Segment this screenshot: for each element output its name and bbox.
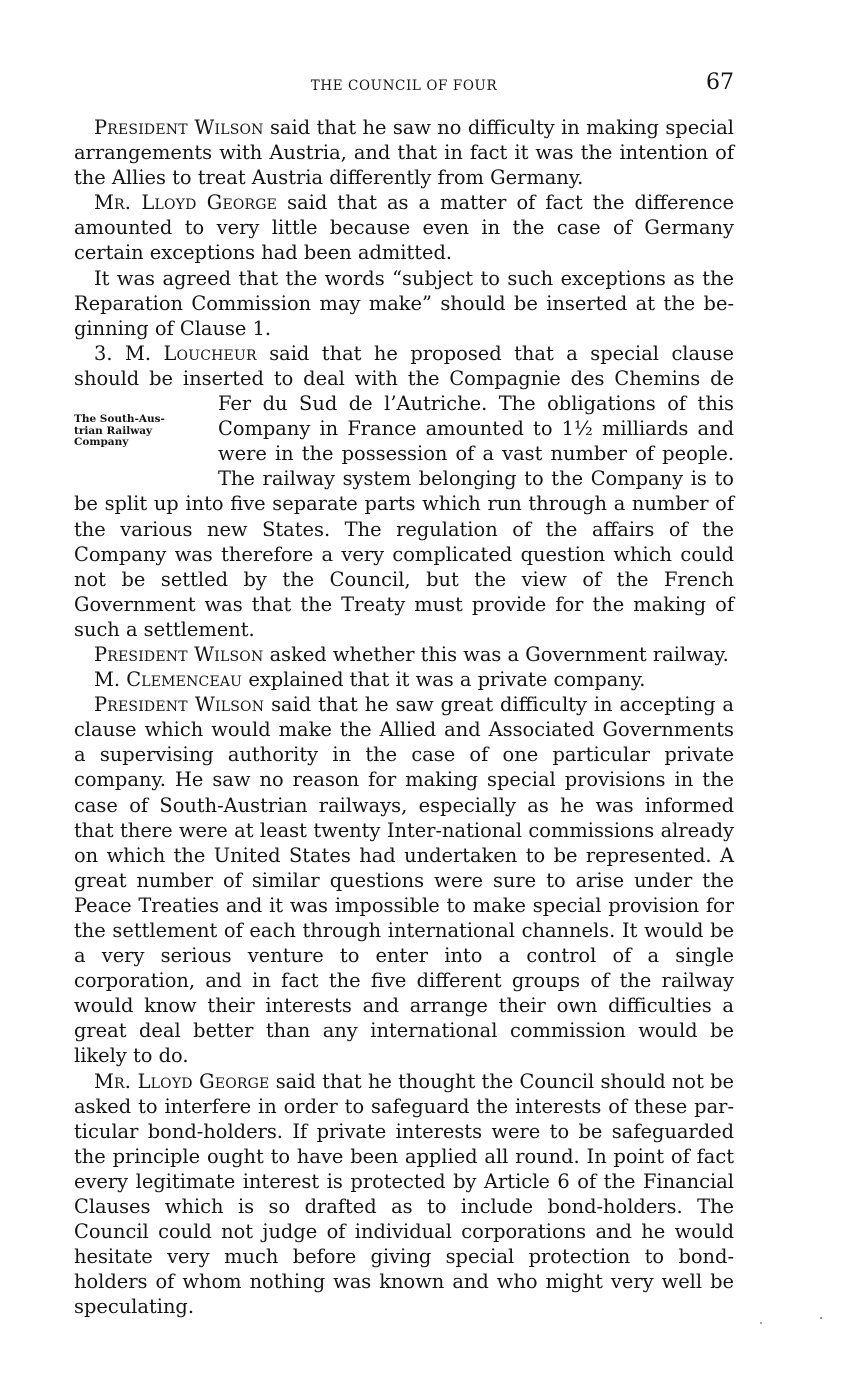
speaker-name: Loucheur — [163, 341, 257, 365]
paragraph — [74, 692, 734, 1068]
paragraph — [74, 266, 734, 341]
speaker-name: Clemenceau — [126, 668, 243, 692]
page-number: 67 — [706, 70, 734, 95]
margin-note-line: The South-Aus- — [74, 413, 165, 425]
speaker-name: Mr. Lloyd George — [94, 1069, 270, 1093]
running-title: THE COUNCIL OF FOUR — [310, 78, 498, 94]
paragraph-text: said that he saw great difficulty in accepting a clause which would make the Allied and Associated Governments a supervising authority in the case of one particular private company. He saw no reason for making special provisions in the case of South-Austrian railways, especially as he was informed that there were at least twenty Inter-national commissions already on which the United States had undertaken to be represented. A great number of similar questions were sure to arise under the Peace Treaties and it was impossible to make special provision for the settlement of each through international channels. It would be a very serious venture to enter into a control of a single corporation, and in fact the five different groups of the railway would know their interests and arrange their own difficulties a great deal better than any international commission would be likely to do. — [74, 693, 734, 1068]
speaker-name: President Wilson — [94, 116, 264, 139]
paragraph-text: asked whether this was a Government railway. — [263, 642, 729, 666]
paragraph-text: It was agreed that the words “subject to such exceptions as the Reparation Commission may make” should be inserted at the beginning of Clause 1. — [74, 266, 734, 340]
paragraph — [74, 115, 734, 190]
paragraph-text: said that as a matter of fact the difference amounted to very little because even in the case of Germany certain exceptions had been admitted. — [74, 191, 734, 265]
print-speck — [820, 1317, 822, 1319]
margin-note-line: trian Railway — [74, 424, 153, 437]
paragraph-text: said that he proposed that a special clause should be inserted to deal with the Compagnie des Chemins de Fer du Sud — [74, 341, 734, 416]
paragraph-text: explained that it was a private company. — [242, 668, 646, 692]
paragraph — [74, 190, 734, 265]
paragraph — [74, 1069, 734, 1320]
paragraph-text: said that he saw no difficulty in making special arrangements with Austria, and that in fact it was the intention of the Allies to treat Austria differently from Germany. — [74, 116, 734, 190]
paragraph-text: de l’Autriche. The obligations of this Company in France amounted to 1½ milliards and were in the possession of a vast number of people. The railway system belonging to the Company is to be split up into five separate parts which run through a number of the various new States. The regulation of the affairs of the Company was therefore a very complicated question which could not be settled by the Council, but the view of the French Government was that the Treaty must provide for the making of such a settlement. — [74, 392, 734, 641]
speaker-name: President Wilson — [94, 693, 265, 717]
speaker-name: Mr. Lloyd George — [94, 191, 278, 215]
item-prefix: M. — [94, 668, 127, 692]
margin-note-line: Company — [74, 436, 129, 448]
speaker-name: President Wilson — [94, 642, 264, 666]
paragraph — [74, 341, 734, 642]
paragraph — [74, 642, 734, 667]
print-speck — [760, 1322, 762, 1324]
body-text — [74, 115, 734, 1320]
paragraph-text: said that he thought the Council should not be asked to interfere in order to safeguard the interests of these particular bond-holders. If private interests were to be safeguarded the principle ought to have been applied all round. In point of fact every legitimate interest is protected by Article 6 of the Financial Clauses which is so drafted as to include bond-holders. The Council could not judge of individual corporations and he would hesitate very much before giving special protection to bond-holders of whom nothing was known and who might very well be speculating. — [74, 1069, 734, 1319]
margin-note-space — [74, 393, 218, 468]
paragraph — [74, 667, 734, 692]
item-prefix: 3. M. — [94, 341, 164, 365]
running-head — [74, 66, 734, 106]
